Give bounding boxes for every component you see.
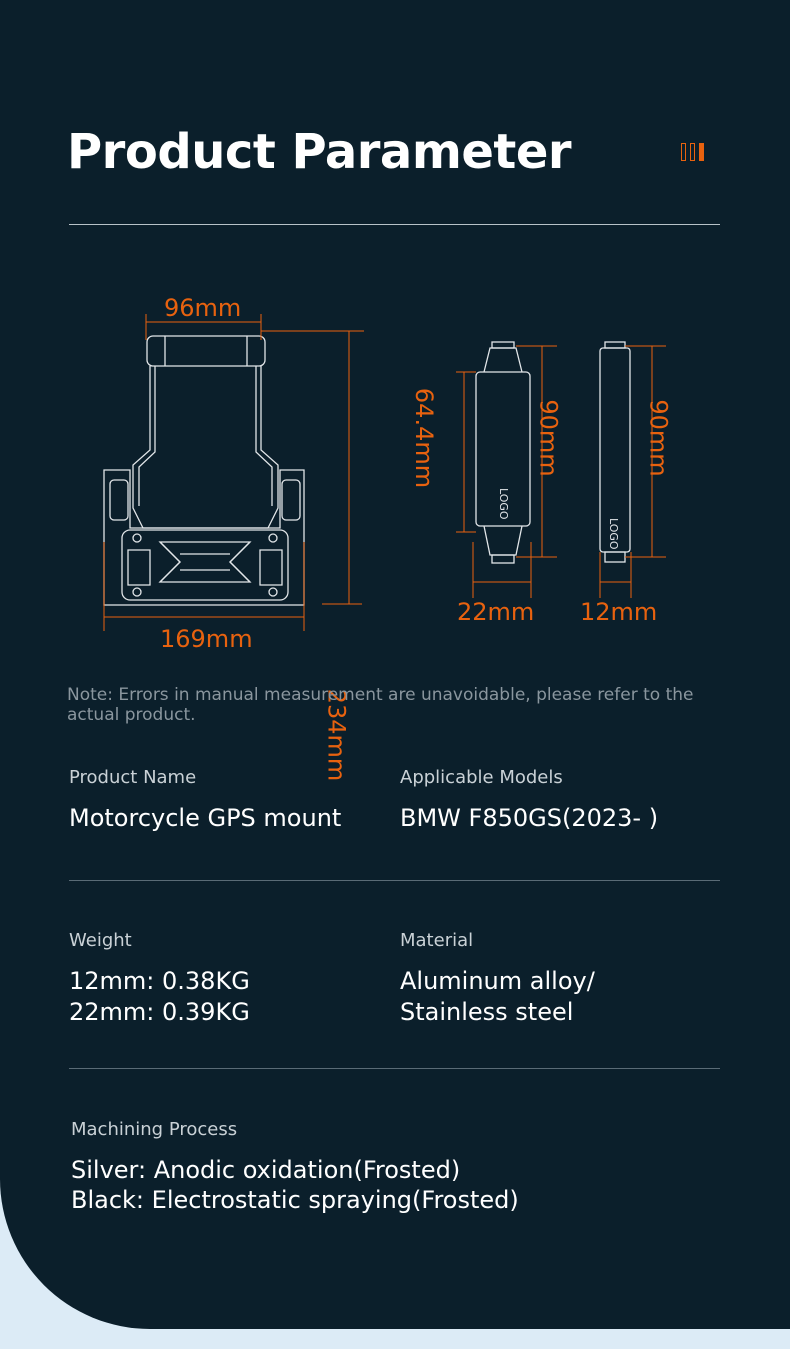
page-title: Product Parameter	[67, 124, 572, 180]
dim-clamp-width-12: 12mm	[580, 598, 658, 626]
divider	[69, 1068, 720, 1069]
machining-value-black: Black: Electrostatic spraying(Frosted)	[71, 1186, 519, 1214]
product-name-label: Product Name	[69, 767, 197, 788]
dim-clamp-width-22: 22mm	[457, 598, 535, 626]
machining-value-silver: Silver: Anodic oxidation(Frosted)	[71, 1156, 461, 1184]
decoration-bar	[699, 143, 704, 161]
weight-value-12mm: 12mm: 0.38KG	[69, 967, 250, 995]
applicable-models-value: BMW F850GS(2023- )	[400, 804, 659, 832]
decoration-bar	[690, 143, 695, 161]
material-value-line1: Aluminum alloy/	[400, 967, 595, 995]
weight-label: Weight	[69, 930, 132, 951]
dim-clamp-height-12: 90mm	[644, 399, 673, 477]
divider	[69, 224, 720, 225]
product-name-value: Motorcycle GPS mount	[69, 804, 342, 832]
dim-width-bottom: 169mm	[160, 625, 253, 653]
title-decoration	[681, 143, 704, 161]
weight-value-22mm: 22mm: 0.39KG	[69, 998, 250, 1026]
dim-clamp-height-22: 90mm	[534, 399, 563, 477]
svg-text:LOGO: LOGO	[607, 518, 620, 550]
material-label: Material	[400, 930, 474, 951]
machining-label: Machining Process	[71, 1119, 238, 1140]
dim-width-top: 96mm	[164, 294, 242, 322]
svg-text:LOGO: LOGO	[497, 488, 510, 520]
decoration-bar	[681, 143, 686, 161]
dim-clamp-inner: 64.4mm	[410, 387, 439, 489]
measurement-note: Note: Errors in manual measurement are unavoidable, please refer to the actual product.	[67, 685, 694, 725]
dim-height-total: 234mm	[321, 688, 350, 782]
divider	[69, 880, 720, 881]
applicable-models-label: Applicable Models	[400, 767, 563, 788]
material-value-line2: Stainless steel	[400, 998, 574, 1026]
